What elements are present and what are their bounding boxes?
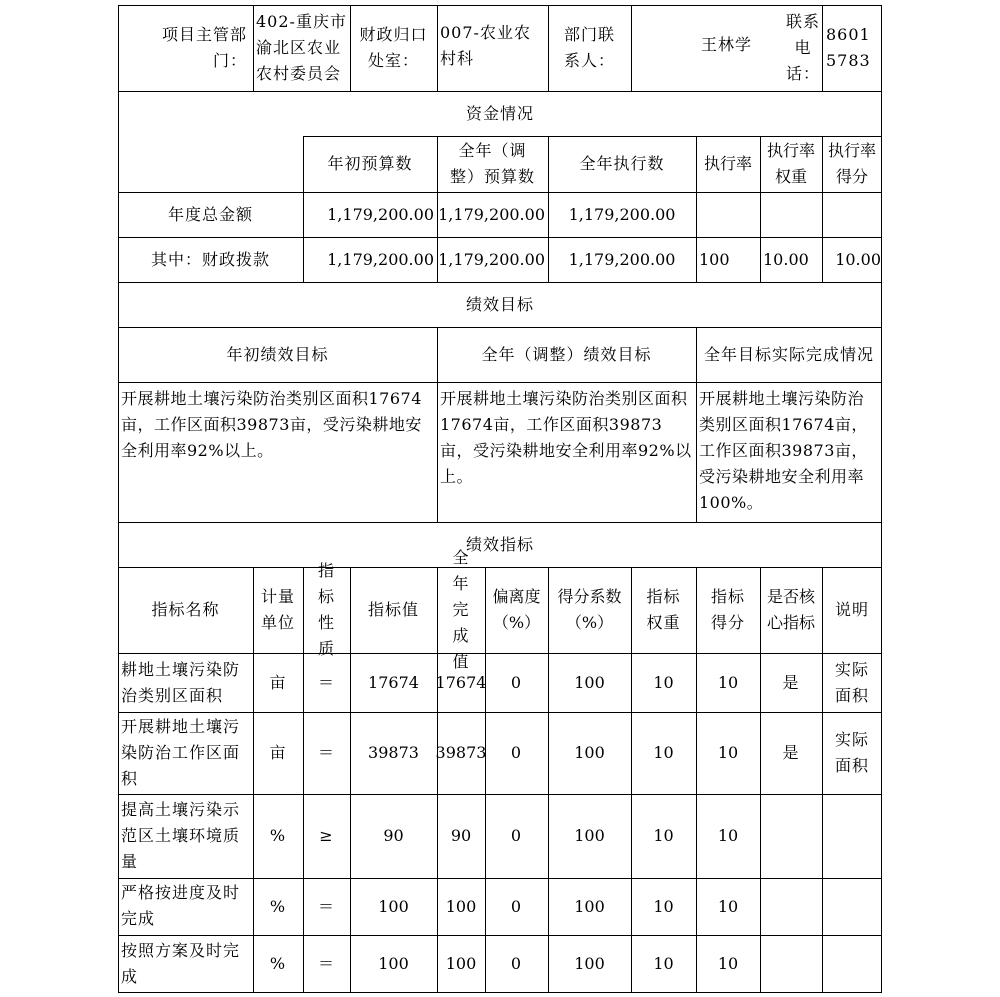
ind-row-nature: ＝ xyxy=(317,743,335,762)
ind-row-target: 17674 xyxy=(368,672,419,692)
ind-row-coef: 100 xyxy=(574,672,605,692)
ind-row-weight: 10 xyxy=(653,954,674,973)
ind-col-nature: 指标性质 xyxy=(317,561,335,658)
ind-col-completed: 全年完成值 xyxy=(452,548,470,671)
ind-row-core: 是 xyxy=(782,672,800,692)
ind-col-name: 指标名称 xyxy=(151,600,220,619)
funds-col-score: 执行率得分 xyxy=(827,141,876,186)
ind-row-completed: 100 xyxy=(445,896,477,916)
ind-row-weight: 10 xyxy=(653,672,674,692)
funds-row-adjusted: 1,179,200.00 xyxy=(438,249,545,269)
ind-row-weight: 10 xyxy=(653,896,674,916)
ind-row-core: 是 xyxy=(782,743,800,762)
goals-col-initial: 年初绩效目标 xyxy=(226,344,329,364)
funds-row-executed: 1,179,200.00 xyxy=(568,204,676,224)
funds-row-initial: 1,179,200.00 xyxy=(327,249,434,269)
ind-col-unit: 计量单位 xyxy=(261,587,296,632)
ind-col-weight: 指标权重 xyxy=(646,587,681,632)
ind-row-completed: 39873 xyxy=(435,743,487,762)
funds-col-adjusted: 全年（调整）预算数 xyxy=(449,141,535,186)
ind-row-note xyxy=(822,935,882,993)
ind-row-score: 10 xyxy=(717,826,739,845)
ind-row-target: 100 xyxy=(378,896,409,916)
ind-row-score: 10 xyxy=(717,672,739,692)
ind-col-note: 说明 xyxy=(834,600,869,619)
ind-col-target: 指标值 xyxy=(367,600,419,619)
goals-col-actual: 全年目标实际完成情况 xyxy=(703,344,874,364)
ind-row-note xyxy=(822,878,882,935)
finance-label: 财政归口处室： xyxy=(359,25,428,70)
funds-row-rate xyxy=(696,192,760,237)
funds-row-score xyxy=(822,192,882,237)
funds-row-label: 年度总金额 xyxy=(167,204,253,224)
goals-initial-text: 开展耕地土壤污染防治类别区面积17674亩，工作区面积39873亩，受污染耕地安全利用率92%以上。 xyxy=(121,389,422,460)
ind-col-core: 是否核心指标 xyxy=(766,587,815,632)
funds-col-weight: 执行率权重 xyxy=(766,141,815,186)
ind-row-unit: 亩 xyxy=(269,672,287,692)
funds-section-title: 资金情况 xyxy=(465,103,534,123)
ind-row-nature: ≥ xyxy=(319,826,334,845)
ind-row-deviation: 0 xyxy=(510,954,523,973)
ind-row-note xyxy=(822,794,882,878)
contact-label: 部门联系人： xyxy=(563,25,615,70)
funds-row-initial: 1,179,200.00 xyxy=(327,204,434,224)
ind-row-coef: 100 xyxy=(574,896,605,916)
goals-section-title: 绩效目标 xyxy=(465,294,534,314)
ind-row-unit: % xyxy=(269,826,287,845)
phone-value: 86015783 xyxy=(826,25,871,70)
ind-row-core xyxy=(760,878,822,935)
ind-col-score: 指标得分 xyxy=(710,587,745,632)
ind-row-target: 39873 xyxy=(368,743,419,762)
dept-label: 项目主管部门： xyxy=(161,25,247,70)
dept-value: 402-重庆市渝北区农业农村委员会 xyxy=(256,12,347,83)
finance-value: 007-农业农村科 xyxy=(440,23,531,68)
ind-row-completed: 17674 xyxy=(435,672,487,692)
ind-row-deviation: 0 xyxy=(510,672,523,692)
phone-label: 联系电话： xyxy=(786,12,821,83)
goals-adjusted-text: 开展耕地土壤污染防治类别区面积17674亩，工作区面积39873亩，受污染耕地安全利用率92%以上。 xyxy=(440,389,692,486)
ind-row-name: 开展耕地土壤污染防治工作区面积 xyxy=(121,717,241,788)
ind-row-name: 提高土壤污染示范区土壤环境质量 xyxy=(121,800,241,871)
funds-row-score: 10.00 xyxy=(835,249,881,269)
ind-row-target: 90 xyxy=(383,826,404,845)
funds-row-weight xyxy=(760,192,822,237)
ind-row-nature: ＝ xyxy=(317,896,335,916)
funds-col-executed: 全年执行数 xyxy=(579,154,665,173)
ind-row-weight: 10 xyxy=(653,743,674,762)
funds-row-rate: 100 xyxy=(699,249,730,269)
performance-table xyxy=(118,5,882,993)
ind-row-deviation: 0 xyxy=(510,826,523,845)
ind-row-deviation: 0 xyxy=(510,896,523,916)
ind-col-deviation: 偏离度（%） xyxy=(492,587,541,632)
ind-row-target: 100 xyxy=(378,954,409,973)
ind-row-score: 10 xyxy=(717,743,739,762)
ind-row-note: 实际面积 xyxy=(834,730,869,775)
ind-row-score: 10 xyxy=(717,896,739,916)
funds-col-rate: 执行率 xyxy=(703,154,752,173)
funds-row-weight: 10.00 xyxy=(763,249,809,269)
ind-row-name: 耕地土壤污染防治类别区面积 xyxy=(121,659,241,705)
ind-col-coef: 得分系数（%） xyxy=(557,587,622,632)
ind-row-unit: % xyxy=(269,954,287,973)
ind-row-completed: 90 xyxy=(450,826,472,845)
funds-row-adjusted: 1,179,200.00 xyxy=(438,204,545,224)
ind-row-unit: 亩 xyxy=(269,743,287,762)
ind-row-score: 10 xyxy=(717,954,739,973)
ind-row-deviation: 0 xyxy=(510,743,523,762)
ind-row-name: 严格按进度及时完成 xyxy=(121,883,241,928)
ind-row-completed: 100 xyxy=(445,954,477,973)
goals-col-adjusted: 全年（调整）绩效目标 xyxy=(481,344,652,364)
ind-row-name: 按照方案及时完成 xyxy=(121,941,241,986)
funds-col-initial: 年初预算数 xyxy=(327,154,413,173)
funds-row-executed: 1,179,200.00 xyxy=(568,249,676,269)
ind-row-coef: 100 xyxy=(574,954,605,973)
ind-row-note: 实际面积 xyxy=(834,659,869,705)
ind-row-unit: % xyxy=(269,896,287,916)
contact-value: 王林学 xyxy=(700,35,752,54)
ind-row-nature: ＝ xyxy=(317,672,335,692)
ind-row-weight: 10 xyxy=(653,826,674,845)
ind-row-core xyxy=(760,935,822,993)
ind-row-coef: 100 xyxy=(574,826,605,845)
funds-row-label: 其中：财政拨款 xyxy=(150,249,270,269)
indicators-section-title: 绩效指标 xyxy=(465,534,534,554)
ind-row-coef: 100 xyxy=(574,743,605,762)
goals-actual-text: 开展耕地土壤污染防治类别区面积17674亩，工作区面积39873亩，受污染耕地安全利用率100%。 xyxy=(699,389,868,512)
ind-row-nature: ＝ xyxy=(317,954,335,973)
ind-row-core xyxy=(760,794,822,878)
